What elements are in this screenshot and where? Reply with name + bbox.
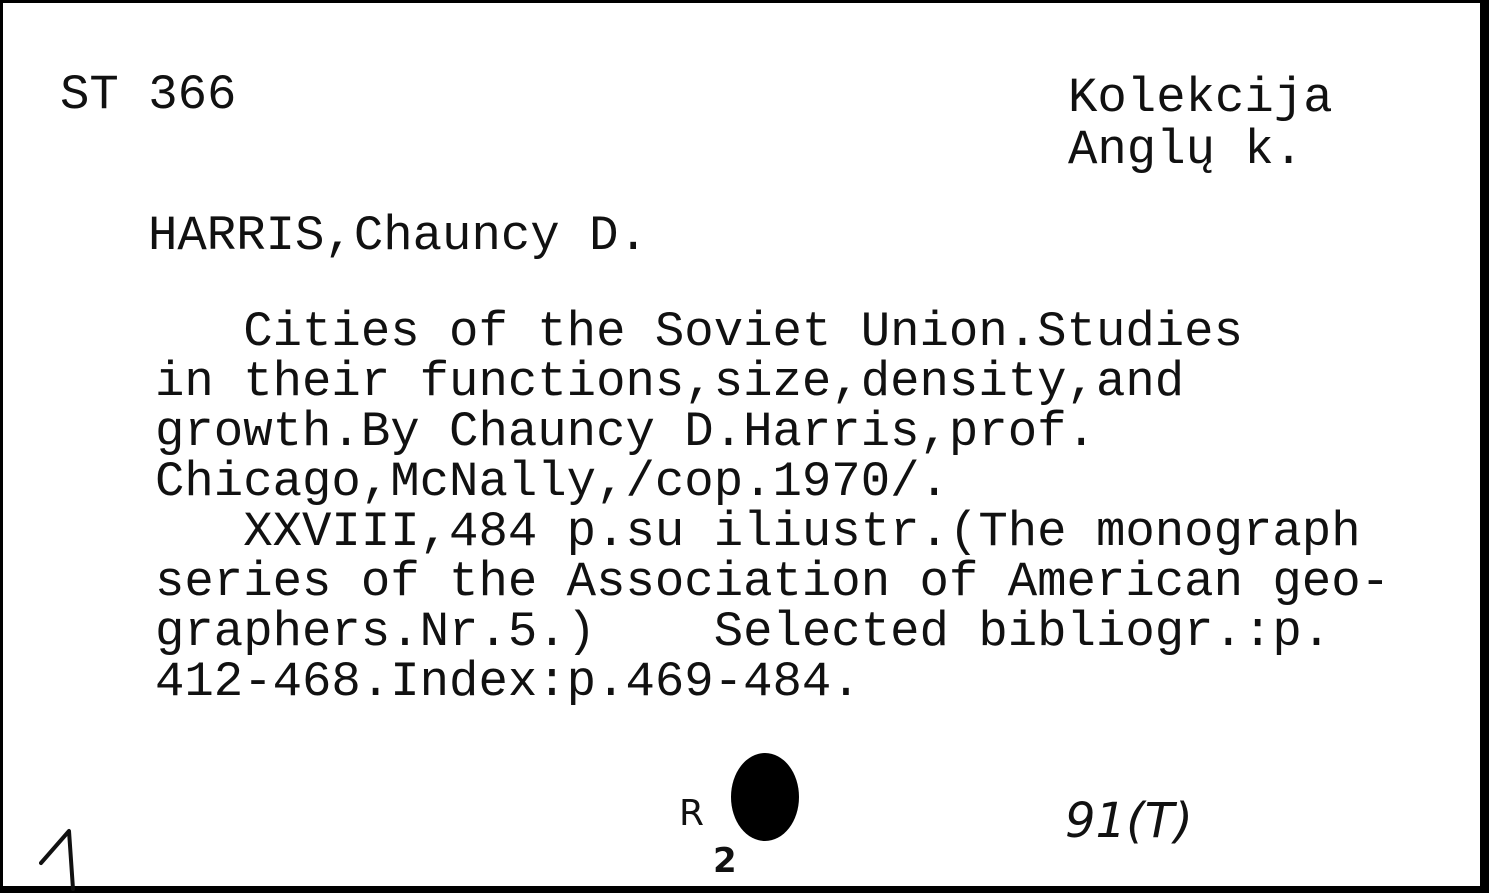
handwritten-shelf-code: 91(T) bbox=[1065, 793, 1193, 849]
body-line-6: series of the Association of American geo- bbox=[155, 554, 1391, 610]
handwritten-r: R bbox=[679, 793, 705, 834]
catalog-card bbox=[3, 3, 1483, 886]
ink-blot bbox=[731, 753, 799, 841]
collection-line-2: Anglų k. bbox=[1068, 122, 1304, 178]
body-line-1: Cities of the Soviet Union.Studies bbox=[155, 304, 1243, 360]
body-line-8: 412-468.Index:p.469-484. bbox=[155, 654, 861, 710]
body-line-3: growth.By Chauncy D.Harris,prof. bbox=[155, 404, 1096, 460]
body-line-4: Chicago,McNally,/cop.1970/. bbox=[155, 454, 949, 510]
body-line-2: in their functions,size,density,and bbox=[155, 354, 1185, 410]
body-line-5: XXVIII,484 p.su iliustr.(The monograph bbox=[155, 504, 1361, 560]
call-number: ST 366 bbox=[60, 67, 237, 123]
body-line-7: graphers.Nr.5.) Selected bibliogr.:p. bbox=[155, 604, 1332, 660]
author-heading: HARRIS,Chauncy D. bbox=[148, 208, 648, 264]
handwritten-2: 2 bbox=[713, 841, 737, 881]
collection-line-1: Kolekcija bbox=[1068, 70, 1333, 126]
corner-number-stroke bbox=[39, 823, 99, 893]
